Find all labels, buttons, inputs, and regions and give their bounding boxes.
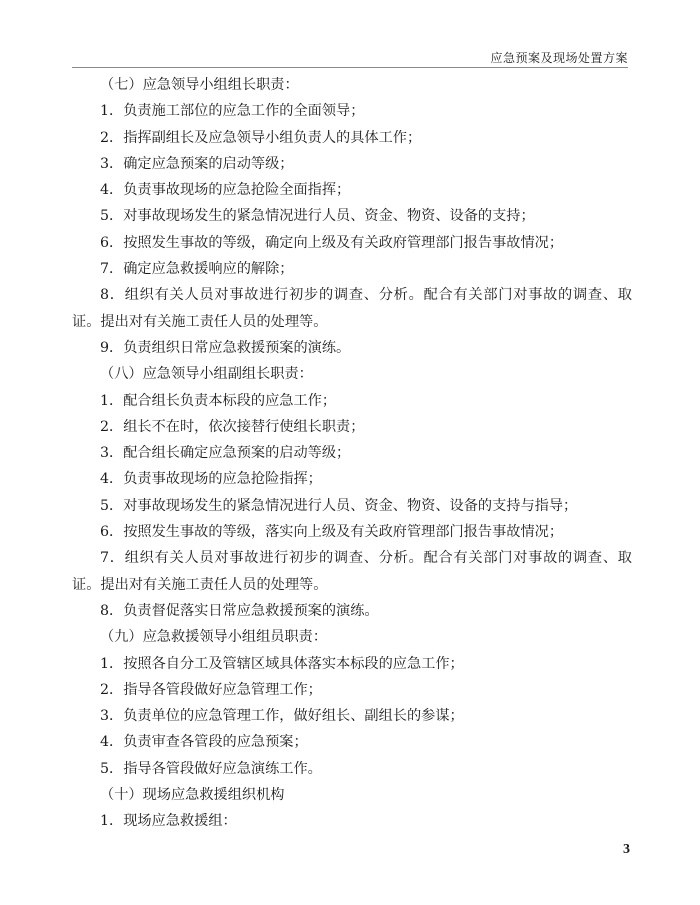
- header-divider: [72, 67, 628, 68]
- paragraph: 1．按照各自分工及管辖区域具体落实本标段的应急工作；: [100, 655, 464, 672]
- paragraph: 8．组织有关人员对事故进行初步的调查、分析。配合有关部门对事故的调查、取证。提出对有关施工责任人员的处理等。: [72, 287, 632, 330]
- paragraph: 3．确定应急预案的启动等级；: [100, 155, 294, 172]
- paragraph: 4．负责事故现场的应急抢险全面指挥；: [100, 182, 351, 199]
- paragraph: 1．现场应急救援组：: [100, 813, 237, 830]
- paragraph: 8．负责督促落实日常应急救援预案的演练。: [100, 602, 379, 619]
- paragraph: 5．对事故现场发生的紧急情况进行人员、资金、物资、设备的支持；: [100, 208, 535, 225]
- paragraph: （九）应急救援领导小组组员职责：: [100, 629, 328, 646]
- document-body: [72, 72, 632, 835]
- paragraph: 6．按照发生事故的等级，落实向上级及有关政府管理部门报告事故情况；: [100, 524, 564, 541]
- paragraph: 7．确定应急救援响应的解除；: [100, 261, 294, 278]
- paragraph: 2．指挥副组长及应急领导小组负责人的具体工作；: [100, 129, 422, 146]
- paragraph: 1．负责施工部位的应急工作的全面领导；: [100, 103, 365, 120]
- page-number: 3: [623, 842, 630, 857]
- page-header-title: 应急预案及现场处置方案: [490, 51, 628, 65]
- paragraph: 3．负责单位的应急管理工作，做好组长、副组长的参谋；: [100, 708, 464, 725]
- paragraph: 6．按照发生事故的等级，确定向上级及有关政府管理部门报告事故情况；: [100, 234, 564, 251]
- paragraph: 2．指导各管段做好应急管理工作；: [100, 681, 322, 698]
- paragraph: 4．负责事故现场的应急抢险指挥；: [100, 471, 322, 488]
- paragraph: 9．负责组织日常应急救援预案的演练。: [100, 339, 351, 356]
- paragraph: 1．配合组长负责本标段的应急工作；: [100, 392, 337, 409]
- paragraph: 5．对事故现场发生的紧急情况进行人员、资金、物资、设备的支持与指导；: [100, 497, 578, 514]
- paragraph: （八）应急领导小组副组长职责：: [100, 366, 313, 383]
- paragraph: 4．负责审查各管段的应急预案；: [100, 734, 308, 751]
- paragraph: 2．组长不在时，依次接替行使组长职责；: [100, 418, 365, 435]
- paragraph: 3．配合组长确定应急预案的启动等级；: [100, 445, 351, 462]
- paragraph: （十）现场应急救援组织机构: [100, 787, 285, 804]
- paragraph: 5．指导各管段做好应急演练工作。: [100, 760, 322, 777]
- paragraph: （七）应急领导小组组长职责：: [100, 77, 299, 93]
- paragraph: 7．组织有关人员对事故进行初步的调查、分析。配合有关部门对事故的调查、取证。提出对有关施工责任人员的处理等。: [72, 550, 632, 593]
